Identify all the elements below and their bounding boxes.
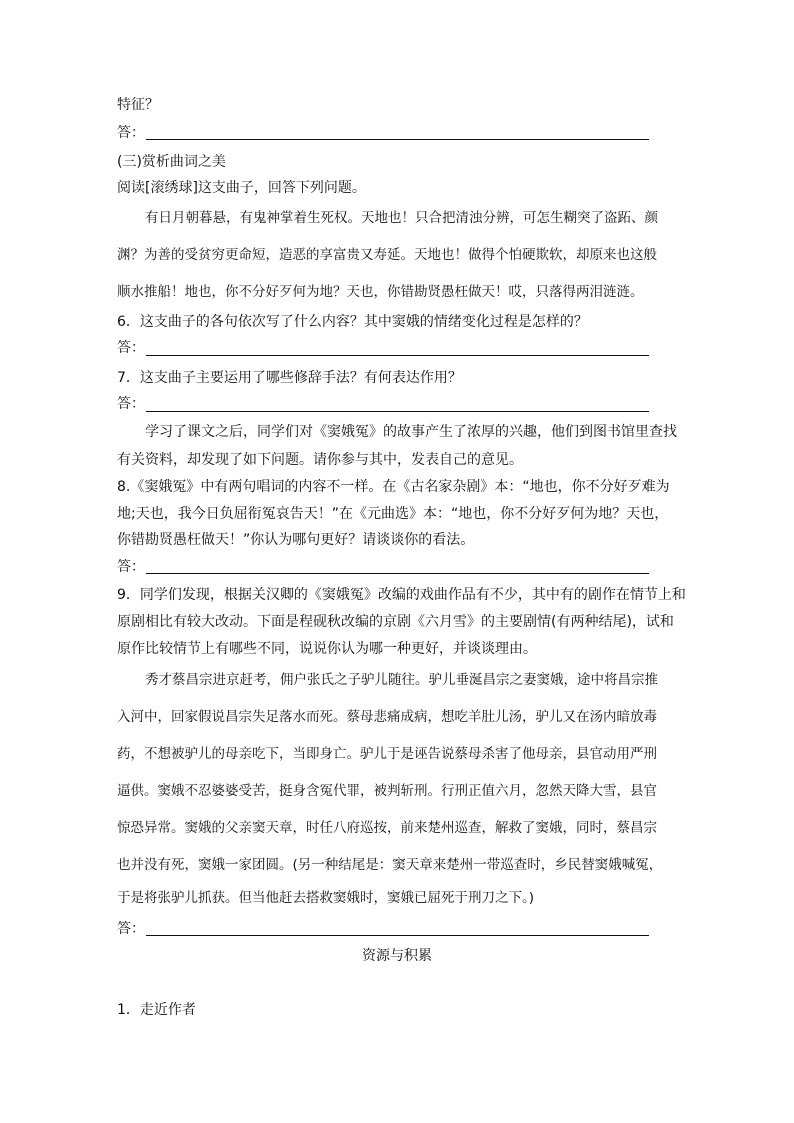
question-8: 8.《窦娥冤》中有两句唱词的内容不一样。在《古名家杂剧》本：“地也，你不分好歹难为 bbox=[117, 479, 670, 495]
plot-paragraph: 惊恐异常。窦娥的父亲窦天章，时任八府巡按，前来楚州巡查，解救了窦娥，同时，蔡昌宗 bbox=[117, 820, 657, 836]
answer-label: 答： bbox=[117, 340, 145, 356]
question-7: 7．这支曲子主要运用了哪些修辞手法？有何表达作用？ bbox=[117, 370, 462, 386]
answer-line[interactable] bbox=[146, 573, 649, 574]
question-9: 原剧相比有较大改动。下面是程砚秋改编的京剧《六月雪》的主要剧情(有两种结尾)，试和 bbox=[117, 614, 674, 630]
poem-line: 顺水推船！地也，你不分好歹何为地？天也，你错勘贤愚枉做天！哎，只落得两泪涟涟。 bbox=[117, 284, 644, 300]
question-8: 地;天也，我今日负屈衔冤哀告天！”在《元曲选》本：“地也，你不分好歹何为地？天也， bbox=[117, 506, 669, 522]
question-9: 原作比较情节上有哪些不同，说说你认为哪一种更好，并谈谈理由。 bbox=[117, 641, 537, 657]
question-8: 你错勘贤愚枉做天！”你认为哪句更好？请谈谈你的看法。 bbox=[117, 532, 475, 548]
plot-paragraph: 药，不想被驴儿的母亲吃下，当即身亡。驴儿于是诬告说蔡母杀害了他母亲，县官动用严刑 bbox=[117, 746, 657, 762]
answer-line[interactable] bbox=[146, 411, 649, 412]
answer-label: 答： bbox=[117, 396, 145, 412]
answer-line[interactable] bbox=[146, 355, 649, 356]
plot-paragraph: 于是将张驴儿抓获。但当他赶去搭救窦娥时，窦娥已屈死于刑刀之下。) bbox=[117, 890, 535, 906]
plot-paragraph: 也并没有死，窦娥一家团圆。(另一种结尾是：窦天章来楚州一带巡查时，乡民替窦娥喊冤， bbox=[117, 857, 663, 873]
plot-paragraph: 入河中，回家假说昌宗失足落水而死。蔡母悲痛成病，想吃羊肚儿汤，驴儿又在汤内暗放毒 bbox=[117, 709, 657, 725]
section-heading: (三)赏析曲词之美 bbox=[117, 154, 226, 170]
answer-line[interactable] bbox=[146, 935, 649, 936]
intro-paragraph: 学习了课文之后，同学们对《窦娥冤》的故事产生了浓厚的兴趣，他们到图书馆里查找 bbox=[145, 424, 677, 440]
answer-label: 答： bbox=[117, 559, 145, 575]
section-title: 资源与积累 bbox=[362, 948, 432, 964]
list-item: 1．走近作者 bbox=[117, 1002, 196, 1018]
intro-paragraph: 有关资料，却发现了如下问题。请你参与其中，发表自己的意见。 bbox=[117, 452, 523, 468]
answer-label: 答： bbox=[117, 125, 145, 141]
answer-line[interactable] bbox=[146, 139, 649, 140]
question-9: 9．同学们发现，根据关汉卿的《窦娥冤》改编的戏曲作品有不少，其中有的剧作在情节上和 bbox=[117, 587, 686, 603]
poem-line: 有日月朝暮悬，有鬼神掌着生死权。天地也！只合把清浊分辨，可怎生糊突了盗跖、颜 bbox=[145, 210, 658, 226]
reading-instruction: 阅读[滚绣球]这支曲子，回答下列问题。 bbox=[117, 180, 366, 196]
question-tail: 特征？ bbox=[117, 97, 159, 113]
plot-paragraph: 逼供。窦娥不忍婆婆受苦，挺身含冤代罪，被判斩刑。行刑正值六月，忽然天降大雪，县官 bbox=[117, 783, 657, 799]
plot-paragraph: 秀才蔡昌宗进京赶考，佣户张氏之子驴儿随往。驴儿垂涎昌宗之妻窦娥，途中将昌宗推 bbox=[145, 672, 658, 688]
answer-label: 答： bbox=[117, 921, 145, 937]
question-6: 6．这支曲子的各句依次写了什么内容？其中窦娥的情绪变化过程是怎样的？ bbox=[117, 314, 588, 330]
poem-line: 渊？为善的受贫穷更命短，造恶的享富贵又寿延。天地也！做得个怕硬欺软，却原来也这般 bbox=[117, 247, 657, 263]
